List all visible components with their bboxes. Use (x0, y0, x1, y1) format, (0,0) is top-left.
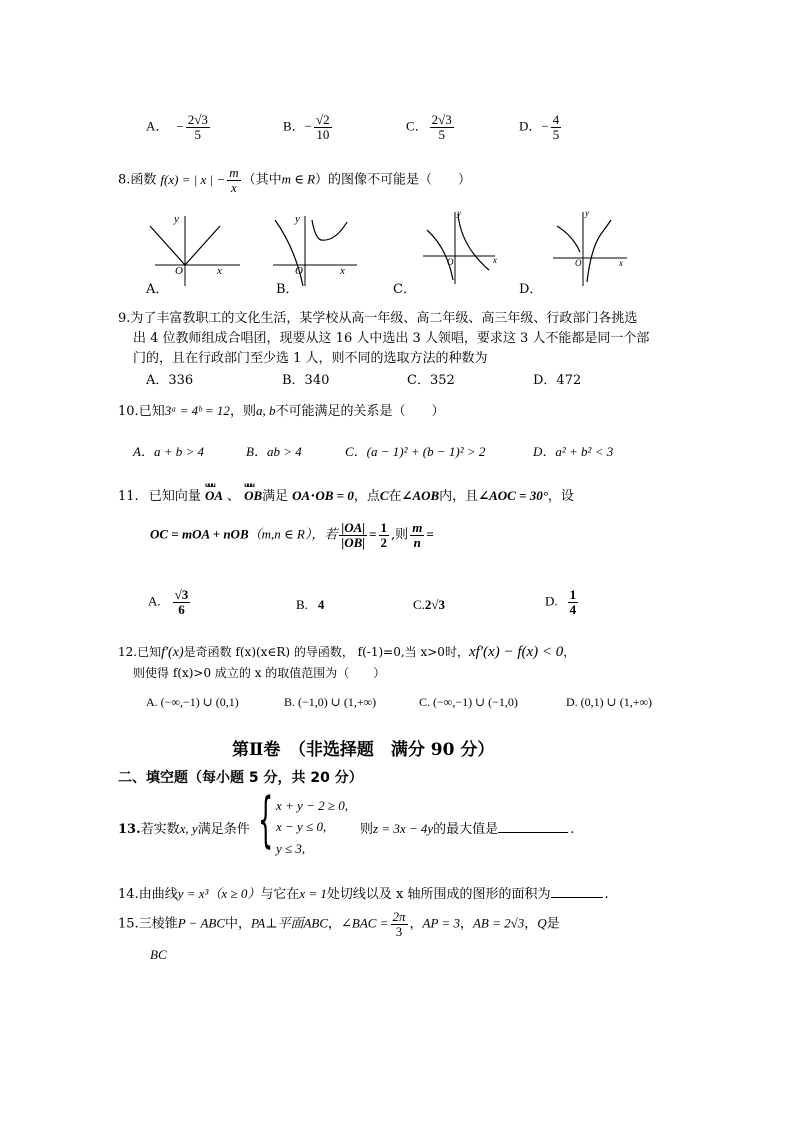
q11-option-d[interactable]: D. $\frac{1}{4}$ (545, 587, 577, 617)
q9-option-c[interactable]: C．352 (407, 373, 455, 388)
q9-line3: 门的，且在行政部门至少选 1 人，则不同的选取方法的种数为 (133, 351, 488, 366)
q7-option-a[interactable]: A． − $\frac{2√3}{5}$ (146, 112, 208, 142)
q10-stem: 10.已知3ᵃ = 4ᵇ = 12，则a, b不可能满足的关系是（ ） (118, 403, 445, 419)
q8-option-c[interactable]: C． (393, 282, 416, 297)
q8-graph-d[interactable] (553, 208, 627, 286)
q8-axis-x-d: x (619, 258, 623, 268)
q15-line2: BC (150, 947, 167, 962)
q8-origin-d: O (575, 258, 582, 268)
q11-option-c[interactable]: C.2√3 (413, 597, 446, 612)
q12-option-d[interactable]: D. (0,1) ∪ (1,+∞) (566, 695, 653, 709)
q12-option-a[interactable]: A. (−∞,−1) ∪ (0,1) (146, 695, 239, 709)
q12-line2: 则使得 f(x)>0 成立的 x 的取值范围为（ ） (133, 666, 386, 680)
q8-axis-y-d: y (585, 208, 589, 218)
q14-stem: 14.由曲线y = x³（x ≥ 0）与它在x = 1处切线以及 x 轴所围成的图形的面积为 . (118, 886, 609, 902)
q10-option-d[interactable]: D．a² + b² < 3 (533, 444, 614, 459)
q13-answer-blank[interactable] (498, 820, 568, 833)
q8-axis-y-a: y (174, 213, 179, 225)
q15-stem: 15.三棱锥P − ABC中，PA⊥平面ABC，∠BAC = $\frac{2\pi}{3}$ ，AP = 3，AB = 2√3，Q是 (118, 909, 560, 939)
q8-graph-b[interactable] (273, 213, 357, 286)
q8-origin-b: O (295, 265, 303, 277)
q8-axis-y-b: y (295, 213, 300, 225)
q11-line2: OC = mOA + nOB（m,n ∈ R），若 $\frac{|OA|}{|OB|}$ = $\frac{1}{2}$ ,则 $\frac{m}{n}$ = (150, 520, 434, 550)
q14-answer-blank[interactable] (551, 885, 603, 898)
q13-cond3: y ≤ 3, (276, 841, 306, 856)
q13-stem-end: 则z = 3x − 4y的最大值是 . (360, 821, 575, 837)
q9-option-a[interactable]: A．336 (146, 373, 194, 388)
q13-cond1: x + y − 2 ≥ 0, (276, 798, 348, 813)
q8-option-b[interactable]: B． (276, 282, 299, 297)
q12-option-b[interactable]: B. (−1,0) ∪ (1,+∞) (284, 695, 377, 709)
q7-option-b[interactable]: B．− $\frac{√2}{10}$ (283, 112, 330, 142)
q8-stem: 8.函数 f(x) = | x | − $\frac{m}{x}$ （其中m ∈ R）的图像不可能是（ ） (118, 165, 472, 195)
q8-origin-a: O (175, 265, 183, 277)
q10-option-c[interactable]: C．(a − 1)² + (b − 1)² > 2 (345, 444, 486, 459)
q13-brace: { (258, 785, 274, 855)
q8-axis-y-c: y (457, 208, 461, 218)
q11-line1: 11. 已知向量 uuu OA 、uuu OB满足 OA⋅OB = 0，点C在∠AOB内，且∠AOC = 30°，设 (118, 485, 574, 504)
q9-option-d[interactable]: D．472 (533, 373, 582, 388)
q12-option-c[interactable]: C. (−∞,−1) ∪ (−1,0) (419, 695, 518, 709)
fill-in-section-heading: 二、填空题（每小题 5 分，共 20 分） (118, 770, 363, 786)
q9-line1: 9.为了丰富教职工的文化生活，某学校从高一年级、高二年级、高三年级、行政部门各挑选 (118, 311, 638, 326)
q8-axis-x-c: x (493, 255, 497, 265)
part2-title: 第Ⅱ卷 （非选择题 满分 90 分） (232, 740, 495, 760)
q8-graph-c[interactable] (423, 208, 497, 284)
q8-option-a[interactable]: A． (146, 282, 169, 297)
q9-line2: 出 4 位教师组成合唱团，现要从这 16 人中选出 3 人领唱，要求这 3 人不能都是同一个部 (133, 331, 650, 346)
q9-option-b[interactable]: B．340 (282, 373, 330, 388)
q13-cond2: x − y ≤ 0, (276, 819, 327, 834)
q10-option-b[interactable]: B．ab > 4 (246, 444, 302, 459)
q11-option-a[interactable]: A. $\frac{√3}{6}$ (148, 587, 189, 617)
q7-option-d[interactable]: D．− $\frac{4}{5}$ (519, 112, 560, 142)
q8-origin-c: O (447, 257, 454, 267)
q11-option-b[interactable]: B. 4 (296, 597, 325, 612)
q12-line1: 12.已知f′(x)是奇函数 f(x)(x∈R) 的导函数， f(-1)=0,当 x>0时，xf′(x) − f(x) < 0， (118, 644, 576, 660)
q8-axis-x-a: x (217, 265, 222, 277)
q10-option-a[interactable]: A．a + b > 4 (133, 444, 204, 459)
q7-option-c[interactable]: C． $\frac{2√3}{5}$ (406, 112, 452, 142)
q8-graph-a[interactable] (150, 213, 240, 286)
q13-stem-start: 13.若实数x, y满足条件 (118, 821, 250, 837)
q8-option-d[interactable]: D． (519, 282, 543, 297)
q8-axis-x-b: x (340, 265, 345, 277)
